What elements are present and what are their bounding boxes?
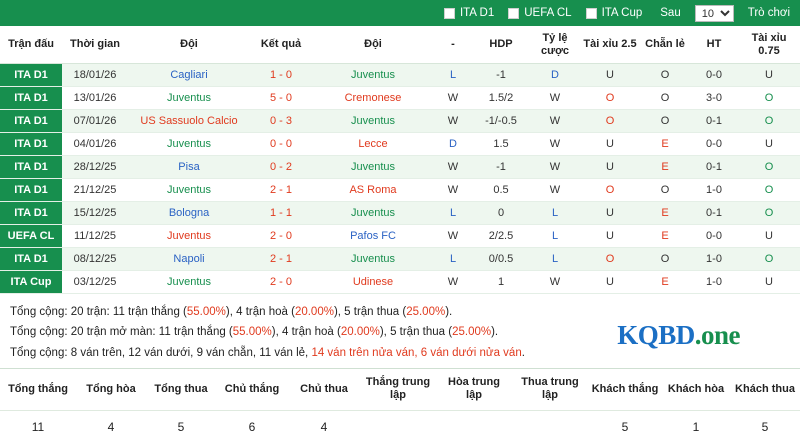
filter-ita-d1-label: ITA D1 (459, 7, 495, 19)
stats-col-header: Khách hòa (662, 369, 730, 410)
summary-line2-part2: ), 4 trận hoà ( (271, 326, 341, 339)
cell-result: D (434, 133, 472, 156)
cell-ou25: U (580, 202, 640, 225)
summary-block (0, 294, 800, 368)
cell-hdp: 1.5 (472, 133, 530, 156)
after-label: Sau (660, 7, 681, 19)
table-row[interactable] (0, 271, 800, 294)
stats-col-header: Hòa trung lập (436, 369, 512, 410)
cell-home-team[interactable]: Juventus (128, 133, 250, 156)
cell-odds: W (530, 133, 580, 156)
cell-league[interactable]: ITA D1 (0, 64, 62, 87)
cell-odd-even: O (640, 64, 690, 87)
cell-home-team[interactable]: Juventus (128, 225, 250, 248)
cell-score: 0 - 3 (250, 110, 312, 133)
cell-date: 28/12/25 (62, 156, 128, 179)
table-row[interactable] (0, 202, 800, 225)
stats-col-header: Thua trung lập (512, 369, 588, 410)
filter-ita-d1[interactable] (444, 7, 494, 19)
col-dash[interactable]: - (434, 26, 472, 64)
stats-col-header: Khách thua (730, 369, 800, 410)
logo-text-suffix: .one (694, 320, 740, 351)
cell-ou075: O (738, 248, 800, 271)
stats-value: 5 (177, 419, 185, 434)
cell-result: L (434, 64, 472, 87)
summary-line1-part3: ), 5 trận thua ( (333, 306, 407, 319)
cell-odd-even: E (640, 202, 690, 225)
cell-league[interactable]: UEFA CL (0, 225, 62, 248)
cell-ou075: U (738, 133, 800, 156)
table-row[interactable] (0, 110, 800, 133)
cell-ou25: U (580, 156, 640, 179)
cell-ou075: U (738, 271, 800, 294)
summary-line2-part3: ), 5 trận thua ( (379, 326, 453, 339)
cell-ou25: O (580, 179, 640, 202)
cell-result: L (434, 202, 472, 225)
cell-ht: 0-0 (690, 64, 738, 87)
stats-col-header: Tổng thua (146, 369, 216, 410)
cell-league[interactable]: ITA D1 (0, 179, 62, 202)
cell-ou075: O (738, 87, 800, 110)
cell-ou075: U (738, 64, 800, 87)
cell-result: W (434, 225, 472, 248)
matches-table (0, 26, 800, 294)
stats-value (360, 410, 436, 443)
cell-away-team[interactable]: Juventus (312, 202, 434, 225)
site-logo (617, 312, 740, 359)
col-time[interactable]: Thời gian (62, 26, 128, 64)
cell-away-team[interactable]: AS Roma (312, 179, 434, 202)
match-count-select[interactable] (695, 5, 734, 22)
cell-result: W (434, 271, 472, 294)
cell-hdp: 1 (472, 271, 530, 294)
cell-ht: 0-1 (690, 202, 738, 225)
filter-uefa-cl[interactable] (508, 7, 571, 19)
table-row[interactable] (0, 64, 800, 87)
cell-result: W (434, 87, 472, 110)
summary-line1-pct1: 55.00% (186, 306, 226, 319)
cell-league[interactable]: ITA D1 (0, 133, 62, 156)
cell-ou075: O (738, 110, 800, 133)
summary-line2-pct2: 20.00% (340, 326, 380, 339)
cell-league[interactable]: ITA D1 (0, 202, 62, 225)
cell-score: 2 - 0 (250, 225, 312, 248)
cell-hdp: -1 (472, 64, 530, 87)
cell-away-team[interactable]: Juventus (312, 248, 434, 271)
cell-away-team[interactable]: Lecce (312, 133, 434, 156)
cell-ht: 0-0 (690, 225, 738, 248)
cell-ht: 0-1 (690, 156, 738, 179)
checkbox-icon[interactable] (444, 8, 455, 19)
col-ou075[interactable]: Tài xỉu 0.75 (738, 26, 800, 64)
summary-line2-part4: ). (491, 326, 499, 339)
summary-line2-pct3: 25.00% (452, 326, 492, 339)
summary-line1-part2: ), 4 trận hoà ( (225, 306, 295, 319)
cell-ht: 1-0 (690, 248, 738, 271)
cell-league[interactable]: ITA Cup (0, 271, 62, 294)
cell-hdp: 0 (472, 202, 530, 225)
cell-score: 1 - 1 (250, 202, 312, 225)
col-match[interactable]: Trận đấu (0, 26, 62, 64)
checkbox-icon[interactable] (586, 8, 597, 19)
cell-hdp: -1/-0.5 (472, 110, 530, 133)
cell-ht: 3-0 (690, 87, 738, 110)
cell-league[interactable]: ITA D1 (0, 110, 62, 133)
cell-odds: L (530, 202, 580, 225)
cell-away-team[interactable]: Udinese (312, 271, 434, 294)
cell-odd-even: O (640, 248, 690, 271)
cell-odds: W (530, 271, 580, 294)
stats-value: 5 (621, 419, 629, 434)
cell-home-team[interactable]: Cagliari (128, 64, 250, 87)
cell-ou25: U (580, 64, 640, 87)
col-ht[interactable]: HT (690, 26, 738, 64)
cell-home-team[interactable]: Juventus (128, 179, 250, 202)
cell-result: W (434, 179, 472, 202)
cell-home-team[interactable]: US Sassuolo Calcio (128, 110, 250, 133)
cell-away-team[interactable]: Pafos FC (312, 225, 434, 248)
summary-line1-pct3: 25.00% (406, 306, 446, 319)
cell-away-team[interactable]: Cremonese (312, 87, 434, 110)
summary-line3-highlight: 14 ván trên nửa ván, 6 ván dưới nửa ván (311, 346, 522, 359)
cell-odds: D (530, 64, 580, 87)
stats-value: 5 (761, 419, 769, 434)
stats-col-header: Tổng hòa (76, 369, 146, 410)
cell-date: 08/12/25 (62, 248, 128, 271)
filter-ita-cup[interactable] (586, 7, 643, 19)
table-row[interactable] (0, 87, 800, 110)
cell-ou075: O (738, 156, 800, 179)
cell-date: 03/12/25 (62, 271, 128, 294)
cell-odd-even: O (640, 179, 690, 202)
filter-ita-cup-label: ITA Cup (601, 7, 643, 19)
cell-odds: W (530, 179, 580, 202)
stats-value: 4 (320, 419, 328, 434)
cell-ou25: O (580, 87, 640, 110)
cell-result: L (434, 248, 472, 271)
stats-value (512, 410, 588, 443)
cell-odd-even: E (640, 156, 690, 179)
cell-odd-even: E (640, 271, 690, 294)
stats-value: 4 (107, 419, 115, 434)
games-label: Trò chơi (747, 7, 790, 19)
cell-result: W (434, 110, 472, 133)
cell-date: 11/12/25 (62, 225, 128, 248)
stats-value: 1 (692, 419, 700, 434)
cell-date: 21/12/25 (62, 179, 128, 202)
cell-date: 13/01/26 (62, 87, 128, 110)
cell-date: 04/01/26 (62, 133, 128, 156)
stats-col-header: Tổng thắng (0, 369, 76, 410)
cell-odd-even: E (640, 133, 690, 156)
cell-score: 5 - 0 (250, 87, 312, 110)
cell-odds: W (530, 156, 580, 179)
cell-date: 07/01/26 (62, 110, 128, 133)
cell-home-team[interactable]: Pisa (128, 156, 250, 179)
summary-line1-part4: ). (445, 306, 453, 319)
cell-score: 2 - 1 (250, 248, 312, 271)
cell-home-team[interactable]: Juventus (128, 271, 250, 294)
cell-league[interactable]: ITA D1 (0, 87, 62, 110)
stats-value: 11 (31, 419, 45, 434)
stats-value (436, 410, 512, 443)
cell-ou25: O (580, 110, 640, 133)
stats-col-header: Chủ thua (288, 369, 360, 410)
logo-text-main: KQBD (617, 320, 695, 351)
cell-score: 0 - 2 (250, 156, 312, 179)
cell-home-team[interactable]: Juventus (128, 87, 250, 110)
cell-ou075: U (738, 225, 800, 248)
cell-away-team[interactable]: Juventus (312, 156, 434, 179)
cell-hdp: 2/2.5 (472, 225, 530, 248)
filter-toolbar (0, 0, 800, 26)
checkbox-icon[interactable] (508, 8, 519, 19)
cell-odds: L (530, 225, 580, 248)
cell-ht: 0-0 (690, 133, 738, 156)
summary-line1-pct2: 20.00% (294, 306, 334, 319)
cell-away-team[interactable]: Juventus (312, 110, 434, 133)
col-odds[interactable]: Tỷ lệ cược (530, 26, 580, 64)
cell-ou25: U (580, 225, 640, 248)
filter-uefa-cl-label: UEFA CL (524, 7, 572, 19)
col-away-team[interactable]: Đội (312, 26, 434, 64)
cell-ou075: O (738, 179, 800, 202)
cell-ht: 1-0 (690, 179, 738, 202)
col-hdp[interactable]: HDP (472, 26, 530, 64)
cell-ht: 1-0 (690, 271, 738, 294)
table-row[interactable] (0, 248, 800, 271)
summary-line2-part1: Tổng cộng: 20 trận mở màn: 11 trận thắng ( (10, 326, 233, 339)
cell-odd-even: O (640, 87, 690, 110)
cell-score: 1 - 0 (250, 64, 312, 87)
cell-hdp: 0.5 (472, 179, 530, 202)
cell-league[interactable]: ITA D1 (0, 156, 62, 179)
cell-date: 15/12/25 (62, 202, 128, 225)
cell-hdp: -1 (472, 156, 530, 179)
stats-col-header: Khách thắng (588, 369, 662, 410)
table-row[interactable] (0, 156, 800, 179)
cell-hdp: 1.5/2 (472, 87, 530, 110)
stats-col-header: Thắng trung lập (360, 369, 436, 410)
cell-odd-even: O (640, 110, 690, 133)
col-home-team[interactable]: Đội (128, 26, 250, 64)
table-row[interactable] (0, 225, 800, 248)
stats-value: 6 (248, 419, 256, 434)
cell-ou25: O (580, 248, 640, 271)
cell-odds: W (530, 110, 580, 133)
stats-header-row (0, 369, 800, 410)
cell-odd-even: E (640, 225, 690, 248)
summary-line3-part1: Tổng cộng: 8 ván trên, 12 ván dưới, 9 ván chẵn, 11 ván lẻ, (10, 346, 312, 359)
stats-table (0, 368, 800, 442)
cell-ou25: U (580, 133, 640, 156)
col-ou25[interactable]: Tài xỉu 2.5 (580, 26, 640, 64)
table-header-row (0, 26, 800, 64)
cell-hdp: 0/0.5 (472, 248, 530, 271)
cell-home-team[interactable]: Bologna (128, 202, 250, 225)
cell-score: 2 - 1 (250, 179, 312, 202)
stats-col-header: Chủ thắng (216, 369, 288, 410)
col-result[interactable]: Kết quả (250, 26, 312, 64)
summary-line3-part2: . (521, 346, 525, 359)
table-row[interactable] (0, 133, 800, 156)
cell-odds: L (530, 248, 580, 271)
cell-score: 0 - 0 (250, 133, 312, 156)
cell-ht: 0-1 (690, 110, 738, 133)
summary-line1-part1: Tổng cộng: 20 trận: 11 trận thắng ( (10, 306, 187, 319)
stats-value-row (0, 410, 800, 443)
col-odd-even[interactable]: Chẵn lẻ (640, 26, 690, 64)
cell-odds: W (530, 87, 580, 110)
cell-date: 18/01/26 (62, 64, 128, 87)
table-row[interactable] (0, 179, 800, 202)
cell-result: W (434, 156, 472, 179)
cell-league[interactable]: ITA D1 (0, 248, 62, 271)
summary-line2-pct1: 55.00% (232, 326, 272, 339)
cell-away-team[interactable]: Juventus (312, 64, 434, 87)
cell-ou25: U (580, 271, 640, 294)
cell-score: 2 - 0 (250, 271, 312, 294)
cell-ou075: O (738, 202, 800, 225)
cell-home-team[interactable]: Napoli (128, 248, 250, 271)
